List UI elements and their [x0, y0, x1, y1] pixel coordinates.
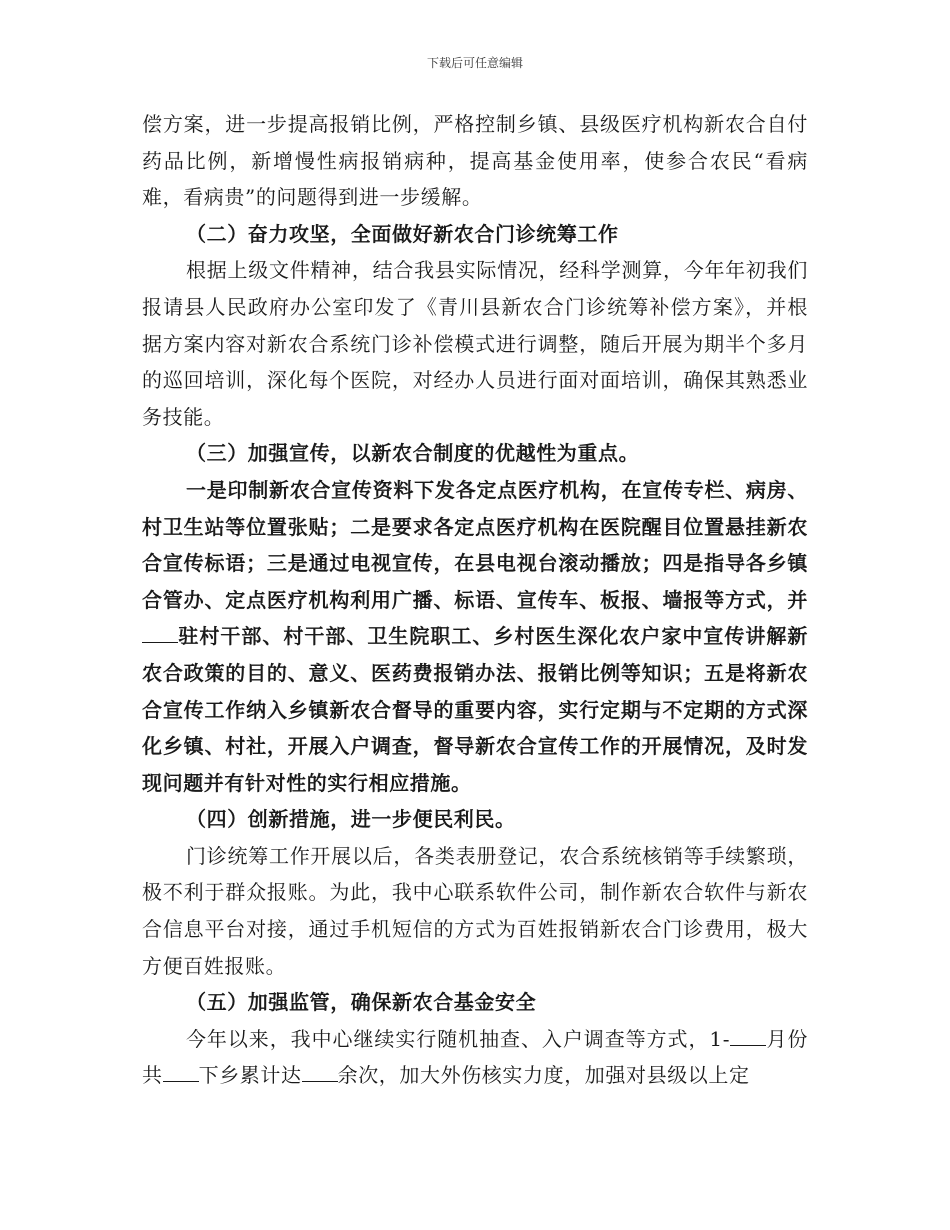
blank-field: [142, 620, 178, 643]
section-heading-2: （二）奋力攻坚，全面做好新农合门诊统筹工作: [186, 221, 619, 246]
paragraph-section-5-part-a: 今年以来，我中心继续实行随机抽查、入户调查等方式，1-: [186, 1026, 731, 1051]
page-header-note: 下载后可任意编辑: [426, 56, 523, 70]
paragraph-section-3-part-b: 驻村干部、村干部、卫生院职工、乡村医生深化农户家中宣传讲解新农合政策的目的、意义、医药费报销办法、报销比例等知识；五是将新农合宣传工作纳入乡镇新农合督导的重要内容，实行定期与不定期的方式深化乡镇、村社，开展入户调查，督导新农合宣传工作的开展情况，及时发现问题并有针对性的实行相应措施。: [142, 624, 808, 795]
paragraph-section-5-part-c: 下乡累计达: [198, 1063, 302, 1088]
document-body: [142, 106, 808, 1094]
section-heading-4: （四）创新措施，进一步便民利民。: [186, 807, 516, 832]
section-heading-3: （三）加强宣传，以新农合制度的优越性为重点。: [186, 441, 640, 466]
paragraph-section-4: 门诊统筹工作开展以后，各类表册登记，农合系统核销等手续繁琐，极不利于群众报账。为此，我中心联系软件公司，制作新农合软件与新农合信息平台对接，通过手机短信的方式为百姓报销新农合门诊费用，极大方便百姓报账。: [142, 843, 808, 978]
paragraph-section-3: [142, 472, 808, 801]
blank-field: [302, 1059, 338, 1082]
blank-field: [163, 1059, 199, 1082]
paragraph-section-5: [142, 1021, 808, 1094]
blank-field: [730, 1023, 766, 1046]
paragraph-section-5-part-b: 月份共: [142, 1026, 809, 1088]
section-heading-5: （五）加强监管，确保新农合基金安全: [186, 990, 537, 1015]
paragraph-section-2: 根据上级文件精神，结合我县实际情况，经科学测算，今年年初我们报请县人民政府办公室印发了《青川县新农合门诊统筹补偿方案》，并根据方案内容对新农合系统门诊补偿模式进行调整，随后开展为期半个多月的巡回培训，深化每个医院，对经办人员进行面对面培训，确保其熟悉业务技能。: [142, 258, 808, 429]
paragraph-section-3-part-a: 一是印制新农合宣传资料下发各定点医疗机构，在宣传专栏、病房、村卫生站等位置张贴；二是要求各定点医疗机构在医院醒目位置悬挂新农合宣传标语；三是通过电视宣传，在县电视台滚动播放；四是指导各乡镇合管办、定点医疗机构利用广播、标语、宣传车、板报、墙报等方式，并: [142, 477, 808, 612]
paragraph-section-5-part-d: 余次，加大外伤核实力度，加强对县级以上定: [337, 1063, 750, 1088]
paragraph-intro: 偿方案，进一步提高报销比例，严格控制乡镇、县级医疗机构新农合自付药品比例，新增慢性病报销病种，提高基金使用率，使参合农民“看病难，看病贵”的问题得到进一步缓解。: [142, 112, 808, 210]
